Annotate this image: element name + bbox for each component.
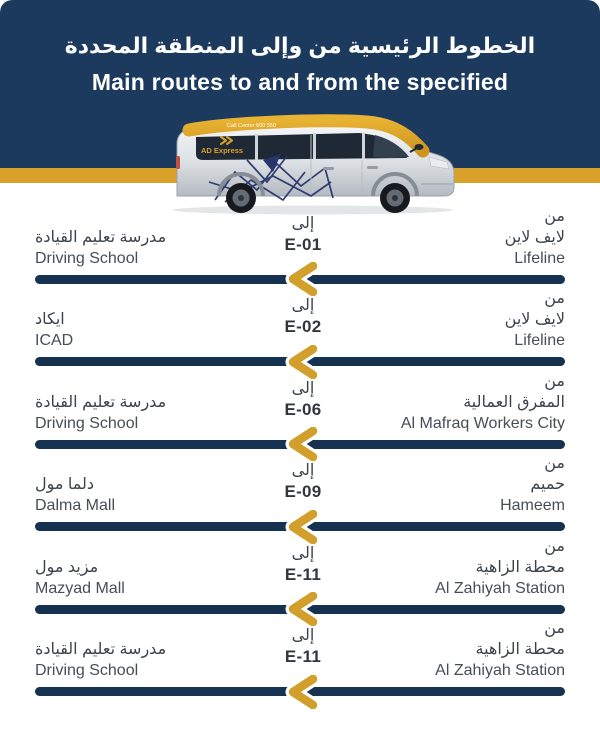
route-code-cell — [243, 625, 363, 681]
route-code-cell — [243, 543, 363, 599]
route-row — [0, 284, 600, 367]
from-label: من — [544, 620, 565, 637]
route-code: E-02 — [284, 317, 322, 336]
route-code: E-06 — [284, 399, 322, 419]
destination-name-english: ICAD — [35, 332, 74, 349]
destination-name-english: Driving School — [35, 414, 139, 432]
origin-name-english: Hameem — [500, 497, 565, 514]
left-chevron-icon — [285, 427, 321, 461]
destination-name-arabic: مدرسة تعليم القيادة — [35, 228, 167, 246]
origin-cell — [360, 371, 565, 434]
route-line — [35, 357, 565, 366]
to-label: إلى — [291, 544, 315, 562]
to-label: إلى — [291, 627, 315, 644]
route-row — [0, 449, 600, 532]
origin-name-arabic: محطة الزاهية — [475, 558, 565, 576]
origin-name-english: Lifeline — [514, 249, 565, 267]
destination-cell — [35, 227, 240, 269]
destination-cell — [35, 474, 240, 516]
route-line — [35, 605, 565, 614]
destination-name-arabic: مدرسة تعليم القيادة — [35, 641, 167, 658]
from-label: من — [544, 537, 565, 555]
destination-name-english: Driving School — [35, 662, 139, 679]
route-code: E-11 — [284, 564, 322, 584]
van-tail-lamp — [176, 156, 180, 169]
origin-name-arabic: لايف لاين — [504, 311, 565, 328]
page-title-english: Main routes to and from the specified — [91, 69, 509, 95]
route-code-cell — [243, 378, 363, 434]
from-label: من — [544, 455, 565, 472]
left-chevron-icon — [285, 345, 321, 379]
origin-name-english: Al Zahiyah Station — [435, 579, 565, 597]
origin-name-arabic: حميم — [530, 476, 565, 493]
route-code-cell — [243, 213, 363, 269]
origin-name-arabic: المفرق العمالية — [463, 393, 565, 411]
origin-name-english: Al Mafraq Workers City — [400, 414, 565, 432]
destination-name-arabic: ايكاد — [35, 311, 65, 328]
route-line — [35, 275, 565, 284]
route-row — [0, 531, 600, 614]
left-chevron-icon — [285, 675, 321, 709]
to-label: إلى — [291, 214, 315, 232]
origin-cell — [360, 288, 565, 351]
left-chevron-icon — [285, 262, 321, 296]
origin-cell — [360, 453, 565, 516]
van-roof-text: Call Center 600 550 — [227, 123, 276, 129]
route-line — [35, 522, 565, 531]
origin-cell — [360, 618, 565, 681]
routes-list — [0, 201, 600, 696]
route-code-cell — [243, 460, 363, 516]
origin-cell — [360, 536, 565, 599]
origin-name-english: Al Zahiyah Station — [435, 662, 565, 679]
route-line — [35, 440, 565, 449]
destination-name-english: Mazyad Mall — [35, 579, 125, 597]
route-code: E-01 — [284, 234, 322, 254]
origin-name-arabic: لايف لاين — [504, 228, 565, 246]
from-label: من — [544, 207, 565, 225]
destination-cell — [35, 557, 240, 599]
route-row — [0, 614, 600, 697]
route-row — [0, 201, 600, 284]
to-label: إلى — [291, 379, 315, 397]
page-title-arabic: الخطوط الرئيسية من وإلى المنطقة المحددة — [64, 33, 536, 58]
to-label: إلى — [291, 297, 315, 314]
van-logo-text: AD Express — [201, 146, 244, 155]
route-code: E-09 — [284, 482, 322, 501]
origin-name-arabic: محطة الزاهية — [475, 641, 565, 658]
origin-name-english: Lifeline — [514, 332, 565, 349]
destination-cell — [35, 309, 240, 351]
destination-name-english: Dalma Mall — [35, 497, 116, 514]
destination-name-arabic: مدرسة تعليم القيادة — [35, 393, 167, 411]
left-chevron-icon — [285, 592, 321, 626]
origin-cell — [360, 206, 565, 269]
route-line — [35, 687, 565, 696]
destination-cell — [35, 639, 240, 681]
from-label: من — [544, 372, 565, 390]
destination-name-arabic: مزيد مول — [35, 558, 99, 576]
destination-cell — [35, 392, 240, 434]
route-code: E-11 — [284, 647, 322, 666]
left-chevron-icon — [285, 510, 321, 544]
route-row — [0, 366, 600, 449]
to-label: إلى — [291, 462, 315, 479]
from-label: من — [544, 290, 565, 307]
route-code-cell — [243, 295, 363, 351]
destination-name-arabic: دلما مول — [35, 476, 95, 493]
destination-name-english: Driving School — [35, 249, 139, 267]
